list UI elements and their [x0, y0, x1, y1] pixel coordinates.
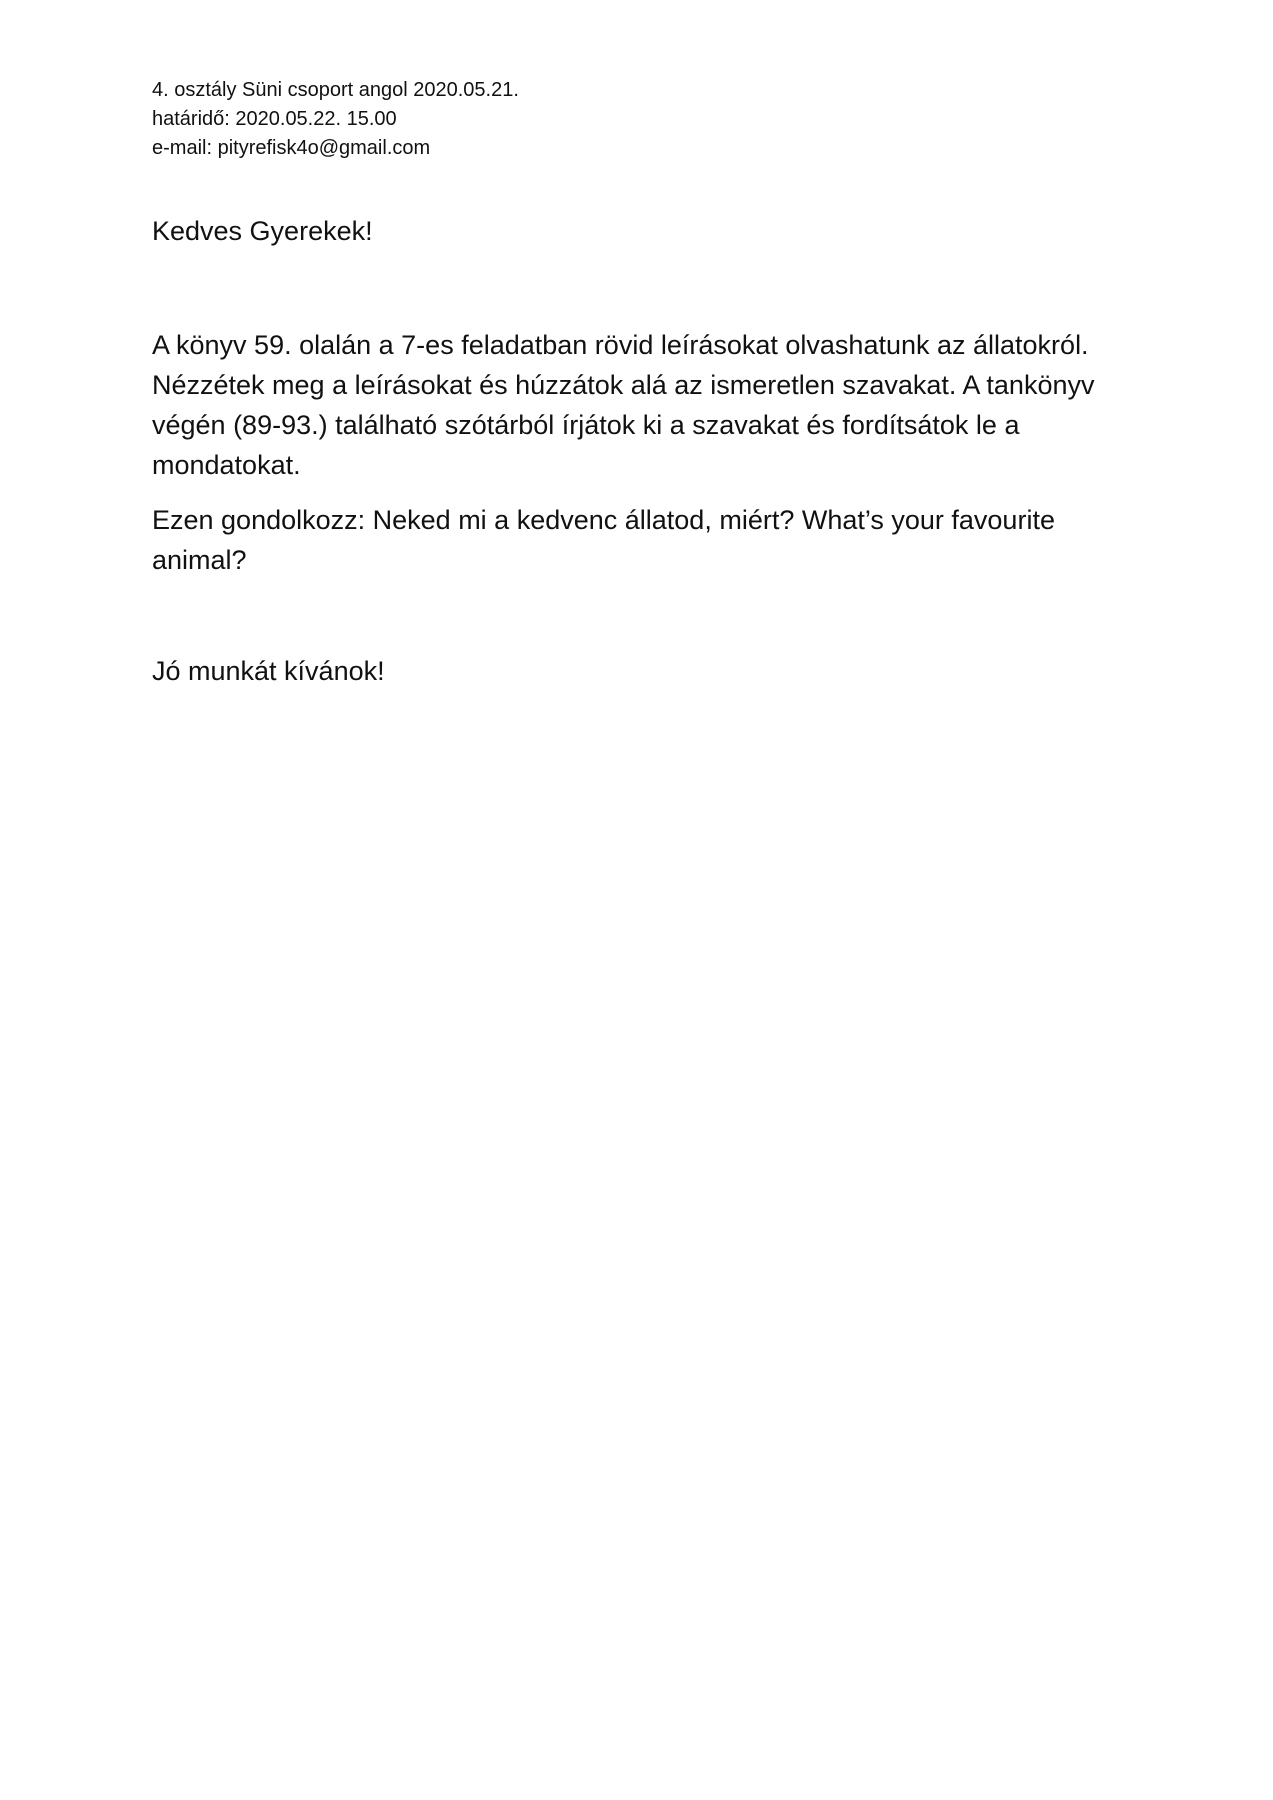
question-paragraph — [152, 500, 1132, 580]
question-line: animal? — [152, 545, 247, 575]
closing-line: Jó munkát kívánok! — [152, 656, 385, 686]
instructions-line: A könyv 59. olalán a 7-es feladatban rövid leírásokat olvashatunk az állatokról. — [152, 330, 1089, 360]
greeting: Kedves Gyerekek! — [152, 216, 373, 246]
document-header — [152, 76, 519, 163]
instructions-line: Nézzétek meg a leírásokat és húzzátok alá az ismeretlen szavakat. A tankönyv — [152, 370, 1095, 400]
question-line: Ezen gondolkozz: Neked mi a kedvenc állatod, miért? What’s your favourite — [152, 505, 1055, 535]
header-email-line: e-mail: pityrefisk4o@gmail.com — [152, 137, 431, 159]
instructions-line: mondatokat. — [152, 450, 301, 480]
instructions-paragraph — [152, 325, 1132, 485]
instructions-line: végén (89-93.) található szótárból írjátok ki a szavakat és fordítsátok le a — [152, 410, 1020, 440]
header-class-line: 4. osztály Süni csoport angol 2020.05.21. — [152, 79, 519, 101]
header-deadline-line: határidő: 2020.05.22. 15.00 — [152, 108, 397, 130]
